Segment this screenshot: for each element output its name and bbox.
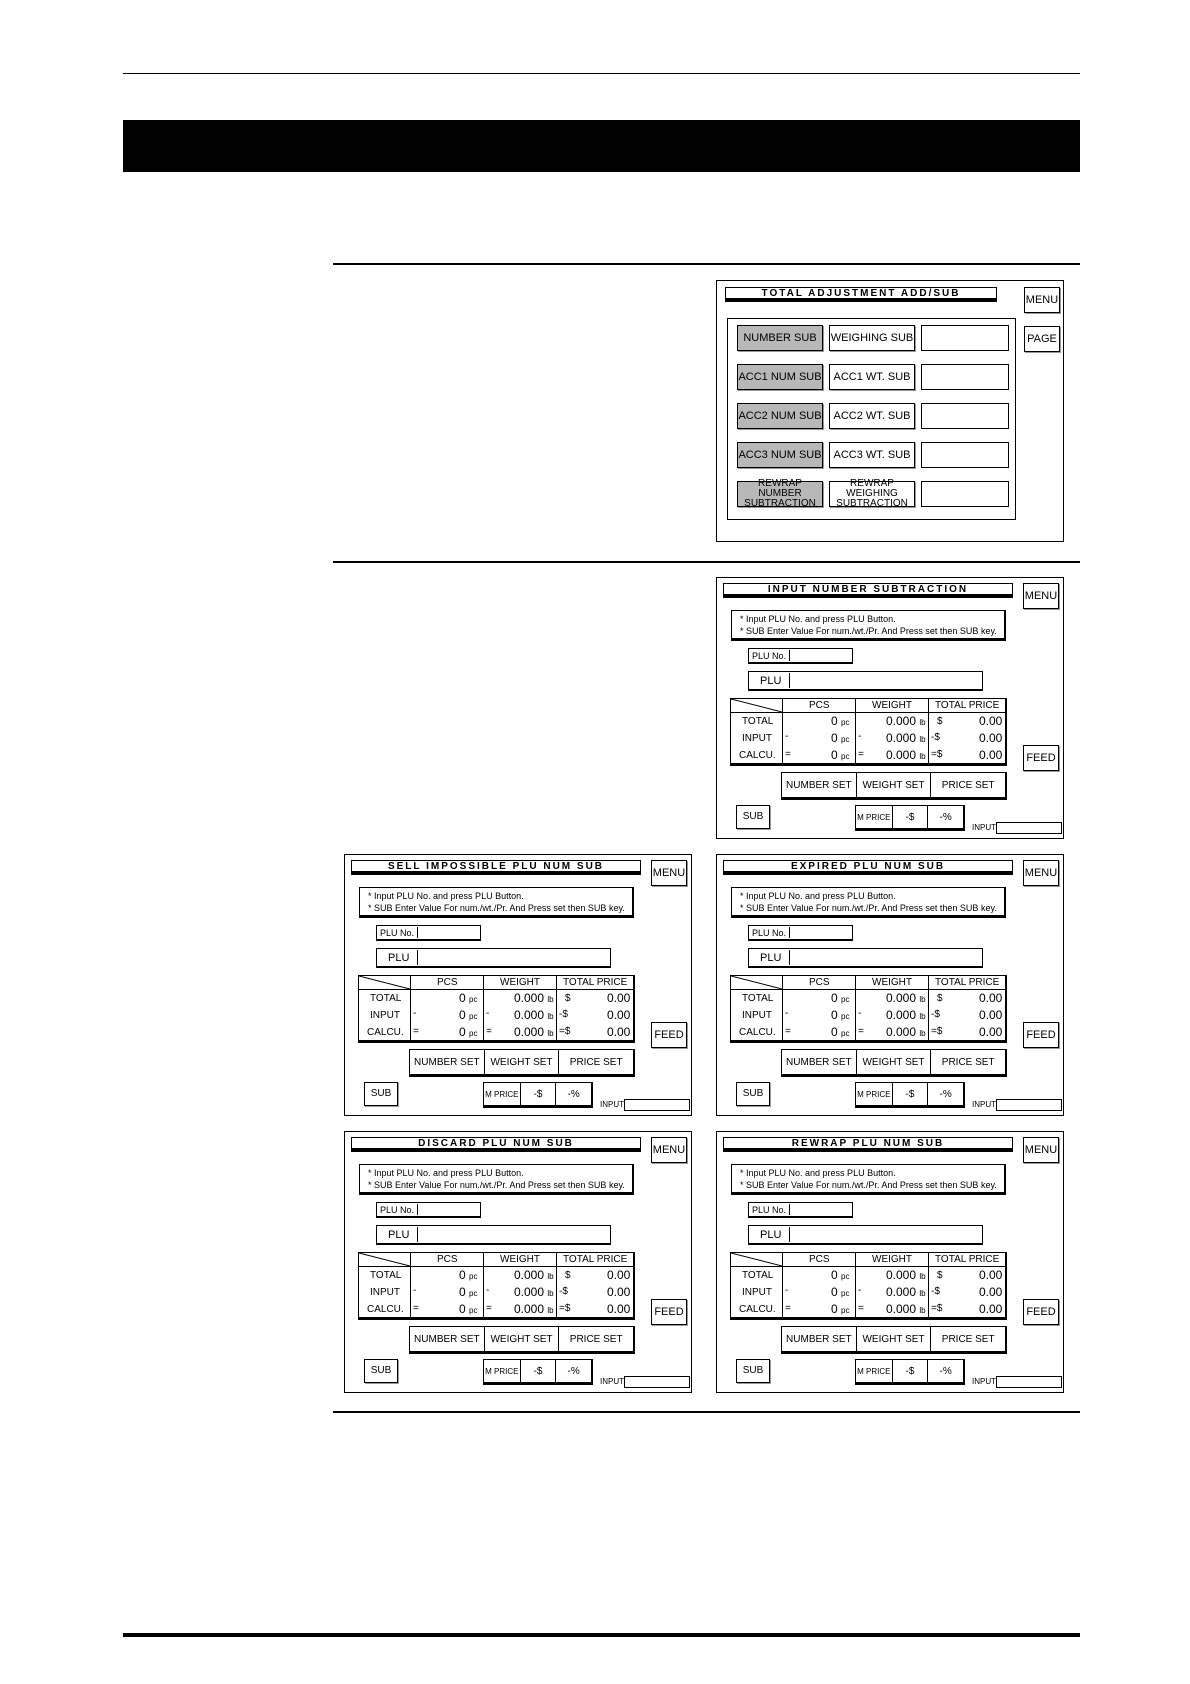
menu-button[interactable]: MENU bbox=[1023, 583, 1059, 609]
row-calcu-label: CALCU. bbox=[367, 1304, 404, 1315]
input-display[interactable] bbox=[996, 1376, 1062, 1388]
set-buttons bbox=[781, 772, 1007, 800]
calcu-pcs-value: 0 pc bbox=[459, 1302, 478, 1316]
input-pcs-value: 0 pc bbox=[459, 1285, 478, 1299]
total-price-value: 0.00 bbox=[979, 991, 1003, 1005]
calcu-price-value: 0.00 bbox=[979, 1302, 1003, 1316]
diagonal-header-cell bbox=[359, 1253, 410, 1266]
instruction-box bbox=[731, 1164, 1006, 1195]
feed-button[interactable]: FEED bbox=[651, 1299, 687, 1325]
calcu-price-sign: =$ bbox=[931, 749, 943, 760]
price-adjust-buttons bbox=[483, 1082, 593, 1108]
minus-percent-button[interactable]: -% bbox=[567, 1088, 580, 1100]
row-total-label: TOTAL bbox=[370, 993, 402, 1004]
weight-header: WEIGHT bbox=[872, 1254, 912, 1265]
row-total-label: TOTAL bbox=[742, 1270, 774, 1281]
total-pcs-value: 0 pc bbox=[459, 1268, 478, 1282]
screen-title: EXPIRED PLU NUM SUB bbox=[723, 860, 1013, 875]
plu-no-input[interactable] bbox=[789, 1204, 852, 1215]
row-total-label: TOTAL bbox=[742, 716, 774, 727]
feed-button[interactable]: FEED bbox=[1023, 1299, 1059, 1325]
calcu-weight-sign: = bbox=[858, 1026, 864, 1037]
total-weight-value: 0.000 lb bbox=[886, 714, 926, 728]
calcu-pcs-value: 0 pc bbox=[831, 1025, 850, 1039]
plu-name-display bbox=[789, 1227, 982, 1242]
input-pcs-sign: - bbox=[413, 1008, 417, 1019]
input-price-sign: -$ bbox=[559, 1009, 568, 1020]
m-price-button[interactable]: M PRICE bbox=[856, 1083, 893, 1105]
input-weight-sign: - bbox=[486, 1008, 490, 1019]
number-set-button[interactable]: NUMBER SET bbox=[410, 1327, 485, 1351]
input-pcs-sign: - bbox=[413, 1285, 417, 1296]
input-pcs-value: 0 pc bbox=[831, 731, 850, 745]
calcu-pcs-sign: = bbox=[785, 1026, 791, 1037]
input-weight-value: 0.000 lb bbox=[886, 731, 926, 745]
rewrap-plu-num-sub-screen bbox=[716, 1131, 1064, 1393]
plu-name-display bbox=[417, 950, 610, 965]
input-price-value: 0.00 bbox=[979, 731, 1003, 745]
expired-plu-num-sub-screen bbox=[716, 854, 1064, 1116]
plu-no-label: PLU No. bbox=[752, 927, 787, 938]
instruction-line-1: * Input PLU No. and press PLU Button. bbox=[740, 614, 896, 624]
set-buttons bbox=[409, 1326, 635, 1354]
calcu-weight-sign: = bbox=[486, 1303, 492, 1314]
section-rule-3 bbox=[333, 1411, 1080, 1413]
total-price-sign: $ bbox=[937, 1270, 943, 1281]
plu-no-field[interactable] bbox=[376, 925, 481, 941]
acc3-num-sub-button[interactable]: ACC3 NUM SUB bbox=[737, 442, 823, 468]
menu-button[interactable]: MENU bbox=[651, 860, 687, 886]
m-price-button[interactable]: M PRICE bbox=[484, 1360, 521, 1382]
plu-field[interactable] bbox=[376, 948, 611, 968]
total-price-header: TOTAL PRICE bbox=[935, 1254, 1000, 1265]
plu-field[interactable] bbox=[376, 1225, 611, 1245]
minus-percent-button[interactable]: -% bbox=[567, 1365, 580, 1377]
calcu-price-sign: =$ bbox=[559, 1303, 571, 1314]
calcu-pcs-value: 0 pc bbox=[831, 1302, 850, 1316]
sub-menu-frame bbox=[727, 318, 1016, 520]
row-input-label: INPUT bbox=[742, 733, 772, 744]
instruction-line-2: * SUB Enter Value For num./wt./Pr. And Press set then SUB key. bbox=[368, 1180, 625, 1190]
set-buttons bbox=[409, 1049, 635, 1077]
calcu-weight-sign: = bbox=[858, 749, 864, 760]
totals-table bbox=[730, 1252, 1007, 1320]
total-price-header: TOTAL PRICE bbox=[563, 1254, 628, 1265]
totals-table bbox=[730, 698, 1007, 766]
row-input-label: INPUT bbox=[370, 1287, 400, 1298]
instruction-line-2: * SUB Enter Value For num./wt./Pr. And Press set then SUB key. bbox=[740, 626, 997, 636]
plu-field[interactable] bbox=[748, 1225, 983, 1245]
plu-no-field[interactable] bbox=[376, 1202, 481, 1218]
m-price-button[interactable]: M PRICE bbox=[856, 1360, 893, 1382]
calcu-weight-value: 0.000 lb bbox=[514, 1302, 554, 1316]
acc2-wt-sub-button[interactable]: ACC2 WT. SUB bbox=[829, 403, 915, 429]
pcs-header: PCS bbox=[809, 1254, 830, 1265]
instruction-box bbox=[731, 887, 1006, 918]
rewrap-number-subtraction-button[interactable]: REWRAP NUMBER SUBTRACTION bbox=[737, 481, 823, 507]
screen-title: DISCARD PLU NUM SUB bbox=[351, 1137, 641, 1152]
totals-table bbox=[730, 975, 1007, 1043]
number-sub-button[interactable]: NUMBER SUB bbox=[737, 325, 823, 351]
instruction-box bbox=[731, 610, 1006, 641]
input-weight-value: 0.000 lb bbox=[886, 1008, 926, 1022]
plu-no-field[interactable] bbox=[748, 648, 853, 664]
total-pcs-value: 0 pc bbox=[831, 991, 850, 1005]
weight-set-button[interactable]: WEIGHT SET bbox=[857, 1327, 932, 1351]
input-price-value: 0.00 bbox=[979, 1285, 1003, 1299]
price-adjust-buttons bbox=[855, 1082, 965, 1108]
plu-name-display bbox=[789, 673, 982, 688]
calcu-pcs-sign: = bbox=[785, 1303, 791, 1314]
instruction-line-1: * Input PLU No. and press PLU Button. bbox=[368, 1168, 524, 1178]
input-pcs-sign: - bbox=[785, 1008, 789, 1019]
plu-no-field[interactable] bbox=[748, 925, 853, 941]
instruction-line-1: * Input PLU No. and press PLU Button. bbox=[368, 891, 524, 901]
input-display[interactable] bbox=[996, 822, 1062, 834]
total-pcs-value: 0 pc bbox=[831, 714, 850, 728]
weighing-sub-button[interactable]: WEIGHING SUB bbox=[829, 325, 915, 351]
input-price-value: 0.00 bbox=[607, 1285, 631, 1299]
minus-dollar-button[interactable]: -$ bbox=[893, 806, 929, 828]
total-price-sign: $ bbox=[565, 993, 571, 1004]
blank-button bbox=[921, 325, 1009, 351]
plu-button[interactable]: PLU bbox=[760, 951, 782, 964]
input-pcs-value: 0 pc bbox=[831, 1008, 850, 1022]
plu-button[interactable]: PLU bbox=[388, 1228, 410, 1241]
total-price-value: 0.00 bbox=[607, 1268, 631, 1282]
plu-button[interactable]: PLU bbox=[760, 1228, 782, 1241]
calcu-weight-value: 0.000 lb bbox=[886, 1025, 926, 1039]
input-number-subtraction-screen bbox=[716, 577, 1064, 839]
input-pcs-sign: - bbox=[785, 731, 789, 742]
input-price-sign: -$ bbox=[559, 1286, 568, 1297]
row-input-label: INPUT bbox=[742, 1010, 772, 1021]
input-price-value: 0.00 bbox=[979, 1008, 1003, 1022]
page-button[interactable]: PAGE bbox=[1024, 326, 1060, 352]
acc2-num-sub-button[interactable]: ACC2 NUM SUB bbox=[737, 403, 823, 429]
totals-table bbox=[358, 1252, 635, 1320]
calcu-weight-value: 0.000 lb bbox=[886, 748, 926, 762]
weight-set-button[interactable]: WEIGHT SET bbox=[485, 1050, 560, 1074]
number-set-button[interactable]: NUMBER SET bbox=[782, 1050, 857, 1074]
total-weight-value: 0.000 lb bbox=[514, 991, 554, 1005]
calcu-price-sign: =$ bbox=[931, 1026, 943, 1037]
sub-button[interactable]: SUB bbox=[364, 1359, 398, 1383]
feed-button[interactable]: FEED bbox=[651, 1022, 687, 1048]
plu-no-input[interactable] bbox=[789, 927, 852, 938]
input-weight-sign: - bbox=[858, 731, 862, 742]
minus-dollar-button[interactable]: -$ bbox=[521, 1083, 557, 1105]
calcu-pcs-sign: = bbox=[413, 1303, 419, 1314]
weight-set-button[interactable]: WEIGHT SET bbox=[485, 1327, 560, 1351]
input-pcs-sign: - bbox=[785, 1285, 789, 1296]
totals-table bbox=[358, 975, 635, 1043]
header-rule bbox=[123, 73, 1080, 74]
total-price-header: TOTAL PRICE bbox=[563, 977, 628, 988]
total-price-header: TOTAL PRICE bbox=[935, 977, 1000, 988]
total-price-value: 0.00 bbox=[979, 714, 1003, 728]
input-label: INPUT bbox=[972, 823, 996, 832]
minus-percent-button[interactable]: -% bbox=[939, 1365, 952, 1377]
total-pcs-value: 0 pc bbox=[831, 1268, 850, 1282]
plu-field[interactable] bbox=[748, 671, 983, 691]
acc1-num-sub-button[interactable]: ACC1 NUM SUB bbox=[737, 364, 823, 390]
input-label: INPUT bbox=[972, 1377, 996, 1386]
total-price-sign: $ bbox=[937, 993, 943, 1004]
pcs-header: PCS bbox=[809, 700, 830, 711]
row-total-label: TOTAL bbox=[742, 993, 774, 1004]
input-display[interactable] bbox=[624, 1376, 690, 1388]
m-price-button[interactable]: M PRICE bbox=[484, 1083, 521, 1105]
input-weight-value: 0.000 lb bbox=[514, 1285, 554, 1299]
total-price-sign: $ bbox=[565, 1270, 571, 1281]
plu-field[interactable] bbox=[748, 948, 983, 968]
total-weight-value: 0.000 lb bbox=[886, 1268, 926, 1282]
weight-header: WEIGHT bbox=[872, 977, 912, 988]
row-calcu-label: CALCU. bbox=[367, 1027, 404, 1038]
input-display[interactable] bbox=[996, 1099, 1062, 1111]
instruction-line-2: * SUB Enter Value For num./wt./Pr. And Press set then SUB key. bbox=[740, 903, 997, 913]
plu-no-input[interactable] bbox=[789, 650, 852, 661]
instruction-line-1: * Input PLU No. and press PLU Button. bbox=[740, 1168, 896, 1178]
input-price-sign: -$ bbox=[931, 1286, 940, 1297]
input-label: INPUT bbox=[600, 1377, 624, 1386]
price-adjust-buttons bbox=[855, 805, 965, 831]
input-weight-sign: - bbox=[486, 1285, 490, 1296]
calcu-pcs-sign: = bbox=[413, 1026, 419, 1037]
weight-header: WEIGHT bbox=[500, 1254, 540, 1265]
weight-set-button[interactable]: WEIGHT SET bbox=[857, 773, 932, 797]
instruction-box bbox=[359, 1164, 634, 1195]
calcu-weight-sign: = bbox=[858, 1303, 864, 1314]
row-input-label: INPUT bbox=[370, 1010, 400, 1021]
input-price-sign: -$ bbox=[931, 732, 940, 743]
m-price-button[interactable]: M PRICE bbox=[856, 806, 893, 828]
menu-button[interactable]: MENU bbox=[651, 1137, 687, 1163]
minus-dollar-button[interactable]: -$ bbox=[893, 1360, 929, 1382]
set-buttons bbox=[781, 1049, 1007, 1077]
input-price-sign: -$ bbox=[931, 1009, 940, 1020]
instruction-line-2: * SUB Enter Value For num./wt./Pr. And Press set then SUB key. bbox=[740, 1180, 997, 1190]
acc3-wt-sub-button[interactable]: ACC3 WT. SUB bbox=[829, 442, 915, 468]
screen-title: REWRAP PLU NUM SUB bbox=[723, 1137, 1013, 1152]
row-calcu-label: CALCU. bbox=[739, 1027, 776, 1038]
row-input-label: INPUT bbox=[742, 1287, 772, 1298]
weight-header: WEIGHT bbox=[500, 977, 540, 988]
price-set-button[interactable]: PRICE SET bbox=[941, 1056, 995, 1068]
total-adjustment-screen bbox=[716, 280, 1064, 542]
plu-no-label: PLU No. bbox=[380, 1204, 415, 1215]
input-pcs-value: 0 pc bbox=[831, 1285, 850, 1299]
menu-button[interactable]: MENU bbox=[1023, 1137, 1059, 1163]
calcu-weight-value: 0.000 lb bbox=[514, 1025, 554, 1039]
total-weight-value: 0.000 lb bbox=[514, 1268, 554, 1282]
calcu-price-sign: =$ bbox=[931, 1303, 943, 1314]
price-set-button[interactable]: PRICE SET bbox=[941, 779, 995, 791]
sub-button[interactable]: SUB bbox=[736, 805, 770, 829]
input-display[interactable] bbox=[624, 1099, 690, 1111]
screen-title: TOTAL ADJUSTMENT ADD/SUB bbox=[725, 287, 997, 302]
plu-no-input[interactable] bbox=[417, 1204, 480, 1215]
plu-button[interactable]: PLU bbox=[760, 674, 782, 687]
menu-button[interactable]: MENU bbox=[1023, 860, 1059, 886]
price-set-button[interactable]: PRICE SET bbox=[569, 1333, 623, 1345]
input-label: INPUT bbox=[600, 1100, 624, 1109]
total-price-value: 0.00 bbox=[979, 1268, 1003, 1282]
discard-plu-num-sub-screen bbox=[344, 1131, 692, 1393]
number-set-button[interactable]: NUMBER SET bbox=[782, 1327, 857, 1351]
plu-no-label: PLU No. bbox=[752, 1204, 787, 1215]
plu-button[interactable]: PLU bbox=[388, 951, 410, 964]
screen-title: INPUT NUMBER SUBTRACTION bbox=[723, 583, 1013, 598]
instruction-line-1: * Input PLU No. and press PLU Button. bbox=[740, 891, 896, 901]
input-weight-value: 0.000 lb bbox=[514, 1008, 554, 1022]
plu-name-display bbox=[789, 950, 982, 965]
calcu-price-value: 0.00 bbox=[607, 1302, 631, 1316]
instruction-line-2: * SUB Enter Value For num./wt./Pr. And Press set then SUB key. bbox=[368, 903, 625, 913]
price-adjust-buttons bbox=[483, 1359, 593, 1385]
section-header-bar bbox=[123, 120, 1080, 172]
input-pcs-value: 0 pc bbox=[459, 1008, 478, 1022]
diagonal-header-cell bbox=[359, 976, 410, 989]
minus-percent-button[interactable]: -% bbox=[939, 811, 952, 823]
sell-impossible-plu-num-sub-screen bbox=[344, 854, 692, 1116]
pcs-header: PCS bbox=[437, 1254, 458, 1265]
sub-button[interactable]: SUB bbox=[736, 1082, 770, 1106]
plu-no-label: PLU No. bbox=[380, 927, 415, 938]
number-set-button[interactable]: NUMBER SET bbox=[410, 1050, 485, 1074]
price-set-button[interactable]: PRICE SET bbox=[941, 1333, 995, 1345]
blank-button bbox=[921, 442, 1009, 468]
calcu-price-sign: =$ bbox=[559, 1026, 571, 1037]
pcs-header: PCS bbox=[437, 977, 458, 988]
calcu-price-value: 0.00 bbox=[607, 1025, 631, 1039]
feed-button[interactable]: FEED bbox=[1023, 745, 1059, 771]
sub-button[interactable]: SUB bbox=[364, 1082, 398, 1106]
total-price-header: TOTAL PRICE bbox=[935, 700, 1000, 711]
calcu-pcs-value: 0 pc bbox=[831, 748, 850, 762]
screen-title: SELL IMPOSSIBLE PLU NUM SUB bbox=[351, 860, 641, 875]
calcu-price-value: 0.00 bbox=[979, 748, 1003, 762]
total-pcs-value: 0 pc bbox=[459, 991, 478, 1005]
input-price-value: 0.00 bbox=[607, 1008, 631, 1022]
calcu-weight-sign: = bbox=[486, 1026, 492, 1037]
input-weight-sign: - bbox=[858, 1008, 862, 1019]
section-rule-1 bbox=[333, 263, 1080, 265]
weight-header: WEIGHT bbox=[872, 700, 912, 711]
row-calcu-label: CALCU. bbox=[739, 1304, 776, 1315]
blank-button bbox=[921, 364, 1009, 390]
total-price-value: 0.00 bbox=[607, 991, 631, 1005]
minus-dollar-button[interactable]: -$ bbox=[893, 1083, 929, 1105]
total-weight-value: 0.000 lb bbox=[886, 991, 926, 1005]
number-set-button[interactable]: NUMBER SET bbox=[782, 773, 857, 797]
plu-no-field[interactable] bbox=[748, 1202, 853, 1218]
price-adjust-buttons bbox=[855, 1359, 965, 1385]
diagonal-header-cell bbox=[731, 976, 782, 989]
diagonal-header-cell bbox=[731, 699, 782, 712]
minus-percent-button[interactable]: -% bbox=[939, 1088, 952, 1100]
calcu-pcs-sign: = bbox=[785, 749, 791, 760]
footer-rule bbox=[123, 1633, 1080, 1637]
pcs-header: PCS bbox=[809, 977, 830, 988]
plu-no-label: PLU No. bbox=[752, 650, 787, 661]
menu-button[interactable]: MENU bbox=[1024, 287, 1060, 313]
feed-button[interactable]: FEED bbox=[1023, 1022, 1059, 1048]
input-label: INPUT bbox=[972, 1100, 996, 1109]
plu-no-input[interactable] bbox=[417, 927, 480, 938]
total-price-sign: $ bbox=[937, 716, 943, 727]
plu-name-display bbox=[417, 1227, 610, 1242]
section-rule-2 bbox=[333, 561, 1080, 563]
input-weight-value: 0.000 lb bbox=[886, 1285, 926, 1299]
calcu-pcs-value: 0 pc bbox=[459, 1025, 478, 1039]
sub-button[interactable]: SUB bbox=[736, 1359, 770, 1383]
diagonal-header-cell bbox=[731, 1253, 782, 1266]
row-total-label: TOTAL bbox=[370, 1270, 402, 1281]
rewrap-weighing-subtraction-button[interactable]: REWRAP WEIGHING SUBTRACTION bbox=[829, 481, 915, 507]
set-buttons bbox=[781, 1326, 1007, 1354]
acc1-wt-sub-button[interactable]: ACC1 WT. SUB bbox=[829, 364, 915, 390]
weight-set-button[interactable]: WEIGHT SET bbox=[857, 1050, 932, 1074]
blank-button bbox=[921, 481, 1009, 507]
calcu-weight-value: 0.000 lb bbox=[886, 1302, 926, 1316]
blank-button bbox=[921, 403, 1009, 429]
calcu-price-value: 0.00 bbox=[979, 1025, 1003, 1039]
input-weight-sign: - bbox=[858, 1285, 862, 1296]
row-calcu-label: CALCU. bbox=[739, 750, 776, 761]
price-set-button[interactable]: PRICE SET bbox=[569, 1056, 623, 1068]
minus-dollar-button[interactable]: -$ bbox=[521, 1360, 557, 1382]
instruction-box bbox=[359, 887, 634, 918]
